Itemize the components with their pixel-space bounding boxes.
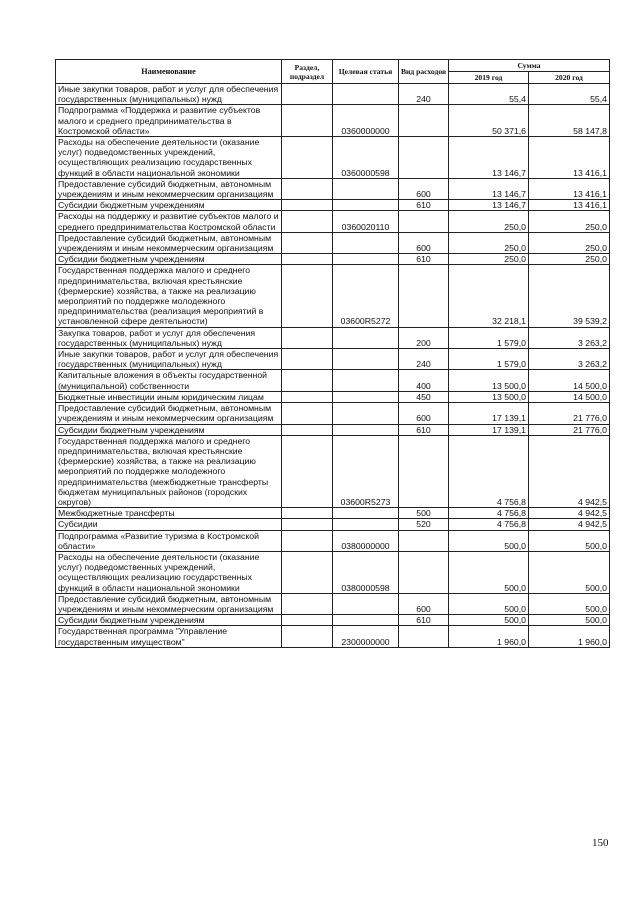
cell-section: [282, 403, 333, 424]
cell-target-article: [333, 349, 399, 370]
cell-name: Межбюджетные трансферты: [56, 508, 282, 519]
cell-section: [282, 593, 333, 614]
cell-sum-2020: 4 942,5: [529, 519, 610, 530]
cell-sum-2019: 500,0: [449, 551, 529, 593]
cell-sum-2020: 14 500,0: [529, 370, 610, 391]
cell-expense-type: 200: [399, 327, 449, 348]
table-row: [56, 178, 610, 199]
cell-section: [282, 551, 333, 593]
cell-target-article: [333, 370, 399, 391]
cell-sum-2019: 17 139,1: [449, 424, 529, 435]
cell-sum-2019: 500,0: [449, 530, 529, 551]
cell-name: Государственная программа "Управление государственным имуществом": [56, 626, 282, 647]
cell-expense-type: 450: [399, 391, 449, 402]
table-row: [56, 593, 610, 614]
cell-expense-type: [399, 626, 449, 647]
cell-sum-2020: 4 942,5: [529, 435, 610, 507]
cell-section: [282, 327, 333, 348]
cell-name: Субсидии бюджетным учреждениям: [56, 615, 282, 626]
cell-expense-type: 240: [399, 84, 449, 105]
cell-name: Расходы на обеспечение деятельности (оказание услуг) подведомственных учреждений, осуществляющих реализацию государственных функций в области национальной экономики: [56, 137, 282, 179]
cell-target-article: 0380000000: [333, 530, 399, 551]
cell-sum-2019: 4 756,8: [449, 519, 529, 530]
table-row: [56, 232, 610, 253]
cell-target-article: [333, 232, 399, 253]
cell-sum-2020: 58 147,8: [529, 105, 610, 137]
cell-section: [282, 178, 333, 199]
cell-sum-2019: 500,0: [449, 593, 529, 614]
cell-expense-type: 500: [399, 508, 449, 519]
cell-section: [282, 84, 333, 105]
cell-expense-type: 610: [399, 615, 449, 626]
cell-expense-type: [399, 105, 449, 137]
cell-section: [282, 349, 333, 370]
cell-sum-2019: 32 218,1: [449, 265, 529, 327]
cell-section: [282, 508, 333, 519]
table-row: [56, 519, 610, 530]
cell-sum-2020: 1 960,0: [529, 626, 610, 647]
table-row: [56, 370, 610, 391]
cell-section: [282, 137, 333, 179]
cell-sum-2020: 500,0: [529, 615, 610, 626]
cell-target-article: 0360000000: [333, 105, 399, 137]
cell-sum-2019: 55,4: [449, 84, 529, 105]
cell-name: Предоставление субсидий бюджетным, автономным учреждениям и иным некоммерческим организациям: [56, 178, 282, 199]
cell-sum-2020: 3 263,2: [529, 327, 610, 348]
cell-name: Субсидии бюджетным учреждениям: [56, 200, 282, 211]
table-row: [56, 254, 610, 265]
cell-name: Подпрограмма «Развитие туризма в Костромской области»: [56, 530, 282, 551]
cell-section: [282, 370, 333, 391]
cell-section: [282, 211, 333, 232]
cell-sum-2020: 14 500,0: [529, 391, 610, 402]
cell-expense-type: 610: [399, 254, 449, 265]
cell-section: [282, 254, 333, 265]
cell-expense-type: [399, 211, 449, 232]
cell-sum-2020: 500,0: [529, 593, 610, 614]
cell-section: [282, 200, 333, 211]
cell-section: [282, 265, 333, 327]
cell-sum-2019: 250,0: [449, 211, 529, 232]
cell-target-article: 03600R5273: [333, 435, 399, 507]
table-row: [56, 349, 610, 370]
header-sum: Сумма: [449, 60, 610, 72]
table-row: [56, 84, 610, 105]
cell-target-article: [333, 593, 399, 614]
budget-table: [55, 59, 610, 648]
cell-sum-2020: 55,4: [529, 84, 610, 105]
cell-expense-type: 520: [399, 519, 449, 530]
table-row: [56, 265, 610, 327]
cell-target-article: [333, 403, 399, 424]
cell-sum-2020: 4 942,5: [529, 508, 610, 519]
cell-name: Иные закупки товаров, работ и услуг для обеспечения государственных (муниципальных) нужд: [56, 84, 282, 105]
cell-sum-2019: 50 371,6: [449, 105, 529, 137]
cell-section: [282, 424, 333, 435]
table-row: [56, 424, 610, 435]
table-row: [56, 551, 610, 593]
cell-name: Расходы на обеспечение деятельности (оказание услуг) подведомственных учреждений, осуществляющих реализацию государственных функций в области национальной экономики: [56, 551, 282, 593]
header-year-2020: 2020 год: [529, 72, 610, 84]
table-row: [56, 391, 610, 402]
cell-sum-2020: 250,0: [529, 254, 610, 265]
cell-expense-type: [399, 530, 449, 551]
cell-section: [282, 626, 333, 647]
header-section: Раздел, подраздел: [282, 60, 333, 84]
header-name: Наименование: [56, 60, 282, 84]
cell-sum-2019: 500,0: [449, 615, 529, 626]
cell-sum-2019: 13 146,7: [449, 178, 529, 199]
cell-name: Иные закупки товаров, работ и услуг для обеспечения государственных (муниципальных) нужд: [56, 349, 282, 370]
cell-sum-2019: 1 579,0: [449, 327, 529, 348]
cell-sum-2020: 13 416,1: [529, 137, 610, 179]
cell-expense-type: 600: [399, 178, 449, 199]
cell-target-article: [333, 508, 399, 519]
cell-sum-2020: 21 776,0: [529, 424, 610, 435]
header-year-2019: 2019 год: [449, 72, 529, 84]
cell-target-article: [333, 84, 399, 105]
cell-target-article: 0380000598: [333, 551, 399, 593]
table-row: [56, 508, 610, 519]
cell-sum-2019: 17 139,1: [449, 403, 529, 424]
cell-name: Субсидии бюджетным учреждениям: [56, 254, 282, 265]
cell-expense-type: 610: [399, 424, 449, 435]
cell-expense-type: 600: [399, 232, 449, 253]
table-row: [56, 211, 610, 232]
header-target-article: Целевая статья: [333, 60, 399, 84]
cell-target-article: [333, 615, 399, 626]
cell-target-article: [333, 200, 399, 211]
table-row: [56, 626, 610, 647]
cell-sum-2020: 39 539,2: [529, 265, 610, 327]
cell-sum-2019: 250,0: [449, 254, 529, 265]
cell-section: [282, 105, 333, 137]
cell-sum-2020: 500,0: [529, 551, 610, 593]
cell-sum-2019: 1 960,0: [449, 626, 529, 647]
cell-name: Субсидии: [56, 519, 282, 530]
cell-target-article: [333, 391, 399, 402]
cell-sum-2019: 13 500,0: [449, 370, 529, 391]
cell-name: Государственная поддержка малого и среднего предпринимательства, включая крестьянские (фермерские) хозяйства, а также на реализацию мероприятий по поддержке молодежного предпринимательства (межбюджетные трансферты бюджетам муниципальных районов (городских округов): [56, 435, 282, 507]
cell-sum-2020: 500,0: [529, 530, 610, 551]
cell-name: Субсидии бюджетным учреждениям: [56, 424, 282, 435]
cell-section: [282, 435, 333, 507]
table-body: [56, 84, 610, 648]
cell-expense-type: 400: [399, 370, 449, 391]
cell-name: Предоставление субсидий бюджетным, автономным учреждениям и иным некоммерческим организациям: [56, 593, 282, 614]
cell-target-article: [333, 424, 399, 435]
page-number: 150: [592, 837, 609, 849]
cell-target-article: 0360020110: [333, 211, 399, 232]
table-row: [56, 615, 610, 626]
cell-sum-2020: 250,0: [529, 211, 610, 232]
cell-sum-2020: 250,0: [529, 232, 610, 253]
cell-section: [282, 232, 333, 253]
cell-expense-type: 600: [399, 593, 449, 614]
cell-sum-2019: 4 756,8: [449, 435, 529, 507]
cell-name: Капитальные вложения в объекты государственной (муниципальной) собственности: [56, 370, 282, 391]
cell-sum-2020: 3 263,2: [529, 349, 610, 370]
cell-expense-type: [399, 551, 449, 593]
cell-name: Предоставление субсидий бюджетным, автономным учреждениям и иным некоммерческим организациям: [56, 403, 282, 424]
table-row: [56, 327, 610, 348]
cell-sum-2019: 4 756,8: [449, 508, 529, 519]
cell-section: [282, 391, 333, 402]
cell-sum-2019: 1 579,0: [449, 349, 529, 370]
cell-expense-type: [399, 265, 449, 327]
cell-expense-type: 600: [399, 403, 449, 424]
cell-sum-2019: 13 146,7: [449, 137, 529, 179]
table-row: [56, 200, 610, 211]
cell-name: Закупка товаров, работ и услуг для обеспечения государственных (муниципальных) нужд: [56, 327, 282, 348]
table-row: [56, 137, 610, 179]
cell-sum-2020: 21 776,0: [529, 403, 610, 424]
cell-sum-2020: 13 416,1: [529, 178, 610, 199]
cell-target-article: [333, 178, 399, 199]
table-row: [56, 105, 610, 137]
header-expense-type: Вид расходов: [399, 60, 449, 84]
cell-name: Расходы на поддержку и развитие субъектов малого и среднего предпринимательства Костромской области: [56, 211, 282, 232]
cell-section: [282, 519, 333, 530]
cell-expense-type: 240: [399, 349, 449, 370]
cell-sum-2019: 13 500,0: [449, 391, 529, 402]
cell-section: [282, 530, 333, 551]
table-row: [56, 435, 610, 507]
cell-target-article: 0360000598: [333, 137, 399, 179]
cell-name: Подпрограмма «Поддержка и развитие субъектов малого и среднего предпринимательства в Костромской области»: [56, 105, 282, 137]
cell-expense-type: [399, 137, 449, 179]
cell-expense-type: 610: [399, 200, 449, 211]
cell-name: Бюджетные инвестиции иным юридическим лицам: [56, 391, 282, 402]
cell-expense-type: [399, 435, 449, 507]
cell-sum-2019: 13 146,7: [449, 200, 529, 211]
table-row: [56, 530, 610, 551]
cell-section: [282, 615, 333, 626]
table-row: [56, 403, 610, 424]
cell-target-article: [333, 254, 399, 265]
cell-name: Предоставление субсидий бюджетным, автономным учреждениям и иным некоммерческим организациям: [56, 232, 282, 253]
cell-target-article: [333, 519, 399, 530]
cell-sum-2019: 250,0: [449, 232, 529, 253]
cell-name: Государственная поддержка малого и среднего предпринимательства, включая крестьянские (фермерские) хозяйства, а также на реализацию мероприятий по поддержке молодежного предпринимательства (реализация мероприятий в установленной сфере деятельности): [56, 265, 282, 327]
cell-target-article: [333, 327, 399, 348]
cell-target-article: 2300000000: [333, 626, 399, 647]
cell-sum-2020: 13 416,1: [529, 200, 610, 211]
cell-target-article: 03600R5272: [333, 265, 399, 327]
